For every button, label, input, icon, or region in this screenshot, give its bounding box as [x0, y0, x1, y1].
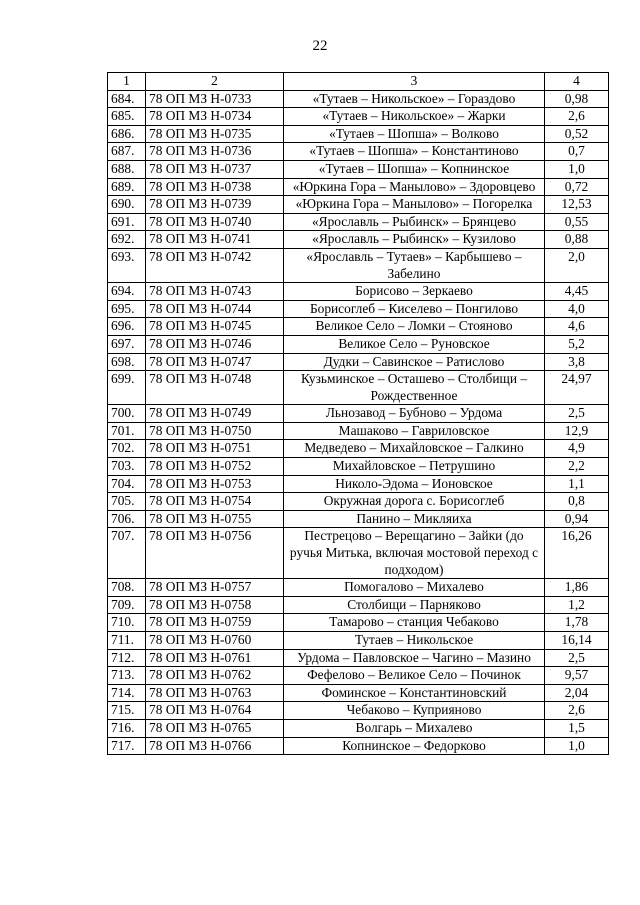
road-code-cell: 78 ОП МЗ Н-0748: [146, 371, 284, 405]
road-length-cell: 24,97: [545, 371, 609, 405]
road-code-cell: 78 ОП МЗ Н-0737: [146, 160, 284, 178]
road-name-cell: Тутаев – Никольское: [284, 632, 545, 650]
road-length-cell: 9,57: [545, 667, 609, 685]
row-number-cell: 700.: [108, 405, 146, 423]
road-code-cell: 78 ОП МЗ Н-0739: [146, 196, 284, 214]
road-length-cell: 2,6: [545, 108, 609, 126]
row-number-cell: 705.: [108, 493, 146, 511]
row-number-cell: 696.: [108, 318, 146, 336]
table-row: [108, 614, 609, 632]
road-name-cell: «Ярославль – Рыбинск» – Кузилово: [284, 231, 545, 249]
road-length-cell: 12,9: [545, 422, 609, 440]
table-row: [108, 283, 609, 301]
road-length-cell: 1,78: [545, 614, 609, 632]
row-number-cell: 707.: [108, 528, 146, 579]
road-name-cell: Тамарово – станция Чебаково: [284, 614, 545, 632]
table-row: [108, 719, 609, 737]
table-row: [108, 178, 609, 196]
row-number-cell: 691.: [108, 213, 146, 231]
road-length-cell: 5,2: [545, 335, 609, 353]
road-name-cell: Урдома – Павловское – Чагино – Мазино: [284, 649, 545, 667]
road-name-cell: Великое Село – Руновское: [284, 335, 545, 353]
roads-table: [107, 72, 609, 755]
road-name-cell: Великое Село – Ломки – Стояново: [284, 318, 545, 336]
road-length-cell: 12,53: [545, 196, 609, 214]
road-code-cell: 78 ОП МЗ Н-0751: [146, 440, 284, 458]
table-row: [108, 300, 609, 318]
table-row: [108, 248, 609, 282]
road-length-cell: 1,1: [545, 475, 609, 493]
road-code-cell: 78 ОП МЗ Н-0757: [146, 579, 284, 597]
road-name-cell: Столбищи – Парняково: [284, 596, 545, 614]
road-code-cell: 78 ОП МЗ Н-0746: [146, 335, 284, 353]
row-number-cell: 702.: [108, 440, 146, 458]
row-number-cell: 709.: [108, 596, 146, 614]
road-code-cell: 78 ОП МЗ Н-0734: [146, 108, 284, 126]
table-row: [108, 632, 609, 650]
road-name-cell: Помогалово – Михалево: [284, 579, 545, 597]
road-code-cell: 78 ОП МЗ Н-0754: [146, 493, 284, 511]
row-number-cell: 697.: [108, 335, 146, 353]
road-code-cell: 78 ОП МЗ Н-0743: [146, 283, 284, 301]
table-row: [108, 353, 609, 371]
road-name-cell: Льнозавод – Бубново – Урдома: [284, 405, 545, 423]
road-length-cell: 2,2: [545, 458, 609, 476]
road-length-cell: 1,86: [545, 579, 609, 597]
row-number-cell: 686.: [108, 125, 146, 143]
row-number-cell: 711.: [108, 632, 146, 650]
road-code-cell: 78 ОП МЗ Н-0763: [146, 684, 284, 702]
road-name-cell: «Тутаев – Шопша» – Копнинское: [284, 160, 545, 178]
road-length-cell: 4,6: [545, 318, 609, 336]
table-row: [108, 475, 609, 493]
road-name-cell: Фоминское – Константиновский: [284, 684, 545, 702]
road-length-cell: 1,0: [545, 737, 609, 755]
row-number-cell: 715.: [108, 702, 146, 720]
table-row: [108, 528, 609, 579]
road-name-cell: Дудки – Савинское – Ратислово: [284, 353, 545, 371]
row-number-cell: 684.: [108, 90, 146, 108]
road-name-cell: Николо-Эдома – Ионовское: [284, 475, 545, 493]
road-code-cell: 78 ОП МЗ Н-0753: [146, 475, 284, 493]
table-row: [108, 213, 609, 231]
road-name-cell: «Ярославль – Тутаев» – Карбышево – Забелино: [284, 248, 545, 282]
table-row: [108, 649, 609, 667]
table-row: [108, 493, 609, 511]
row-number-cell: 714.: [108, 684, 146, 702]
road-length-cell: 4,45: [545, 283, 609, 301]
road-length-cell: 0,52: [545, 125, 609, 143]
road-name-cell: Панино – Микляиха: [284, 510, 545, 528]
table-row: [108, 108, 609, 126]
road-code-cell: 78 ОП МЗ Н-0762: [146, 667, 284, 685]
road-code-cell: 78 ОП МЗ Н-0764: [146, 702, 284, 720]
road-name-cell: «Тутаев – Шопша» – Волково: [284, 125, 545, 143]
road-code-cell: 78 ОП МЗ Н-0761: [146, 649, 284, 667]
road-code-cell: 78 ОП МЗ Н-0733: [146, 90, 284, 108]
table-row: [108, 318, 609, 336]
road-code-cell: 78 ОП МЗ Н-0735: [146, 125, 284, 143]
table-row: [108, 160, 609, 178]
road-length-cell: 16,14: [545, 632, 609, 650]
road-name-cell: Медведево – Михайловское – Галкино: [284, 440, 545, 458]
road-length-cell: 1,2: [545, 596, 609, 614]
row-number-cell: 694.: [108, 283, 146, 301]
row-number-cell: 690.: [108, 196, 146, 214]
table-row: [108, 405, 609, 423]
row-number-cell: 710.: [108, 614, 146, 632]
road-name-cell: Фефелово – Великое Село – Починок: [284, 667, 545, 685]
row-number-cell: 687.: [108, 143, 146, 161]
row-number-cell: 716.: [108, 719, 146, 737]
road-length-cell: 0,72: [545, 178, 609, 196]
road-length-cell: 0,8: [545, 493, 609, 511]
road-code-cell: 78 ОП МЗ Н-0747: [146, 353, 284, 371]
road-length-cell: 2,5: [545, 405, 609, 423]
table-row: [108, 90, 609, 108]
row-number-cell: 699.: [108, 371, 146, 405]
road-length-cell: 2,04: [545, 684, 609, 702]
road-name-cell: «Юркина Гора – Манылово» – Здоровцево: [284, 178, 545, 196]
road-name-cell: Чебаково – Куприяново: [284, 702, 545, 720]
table-row: [108, 579, 609, 597]
road-length-cell: 0,98: [545, 90, 609, 108]
road-length-cell: 2,5: [545, 649, 609, 667]
road-length-cell: 4,0: [545, 300, 609, 318]
road-code-cell: 78 ОП МЗ Н-0741: [146, 231, 284, 249]
header-cell: 1: [108, 73, 146, 91]
page-number: 22: [312, 38, 328, 54]
row-number-cell: 693.: [108, 248, 146, 282]
row-number-cell: 701.: [108, 422, 146, 440]
road-length-cell: 0,7: [545, 143, 609, 161]
road-code-cell: 78 ОП МЗ Н-0765: [146, 719, 284, 737]
road-name-cell: «Тутаев – Никольское» – Жарки: [284, 108, 545, 126]
road-name-cell: Машаково – Гавриловское: [284, 422, 545, 440]
row-number-cell: 704.: [108, 475, 146, 493]
row-number-cell: 713.: [108, 667, 146, 685]
road-name-cell: Окружная дорога с. Борисоглеб: [284, 493, 545, 511]
table-row: [108, 667, 609, 685]
table-row: [108, 596, 609, 614]
row-number-cell: 695.: [108, 300, 146, 318]
road-length-cell: 2,6: [545, 702, 609, 720]
road-length-cell: 0,55: [545, 213, 609, 231]
road-code-cell: 78 ОП МЗ Н-0742: [146, 248, 284, 282]
row-number-cell: 692.: [108, 231, 146, 249]
road-name-cell: Борисоглеб – Киселево – Понгилово: [284, 300, 545, 318]
table-row: [108, 458, 609, 476]
table-row: [108, 510, 609, 528]
road-code-cell: 78 ОП МЗ Н-0756: [146, 528, 284, 579]
road-length-cell: 4,9: [545, 440, 609, 458]
road-code-cell: 78 ОП МЗ Н-0755: [146, 510, 284, 528]
table-row: [108, 737, 609, 755]
road-name-cell: Кузьминское – Осташево – Столбищи – Рождественное: [284, 371, 545, 405]
table-row: [108, 440, 609, 458]
road-name-cell: «Тутаев – Шопша» – Константиново: [284, 143, 545, 161]
road-length-cell: 0,88: [545, 231, 609, 249]
table-row: [108, 422, 609, 440]
table-row: [108, 231, 609, 249]
road-length-cell: 16,26: [545, 528, 609, 579]
table-row: [108, 196, 609, 214]
road-name-cell: Борисово – Зеркаево: [284, 283, 545, 301]
header-cell: 3: [284, 73, 545, 91]
table-body: [108, 90, 609, 755]
road-code-cell: 78 ОП МЗ Н-0749: [146, 405, 284, 423]
road-length-cell: 3,8: [545, 353, 609, 371]
road-name-cell: «Юркина Гора – Манылово» – Погорелка: [284, 196, 545, 214]
row-number-cell: 698.: [108, 353, 146, 371]
road-code-cell: 78 ОП МЗ Н-0745: [146, 318, 284, 336]
road-code-cell: 78 ОП МЗ Н-0752: [146, 458, 284, 476]
road-code-cell: 78 ОП МЗ Н-0744: [146, 300, 284, 318]
road-name-cell: Копнинское – Федорково: [284, 737, 545, 755]
road-name-cell: Михайловское – Петрушино: [284, 458, 545, 476]
road-code-cell: 78 ОП МЗ Н-0759: [146, 614, 284, 632]
road-code-cell: 78 ОП МЗ Н-0760: [146, 632, 284, 650]
road-code-cell: 78 ОП МЗ Н-0750: [146, 422, 284, 440]
header-cell: 4: [545, 73, 609, 91]
row-number-cell: 706.: [108, 510, 146, 528]
table-row: [108, 143, 609, 161]
row-number-cell: 688.: [108, 160, 146, 178]
header-cell: 2: [146, 73, 284, 91]
row-number-cell: 685.: [108, 108, 146, 126]
table-row: [108, 125, 609, 143]
road-name-cell: «Ярославль – Рыбинск» – Брянцево: [284, 213, 545, 231]
road-name-cell: «Тутаев – Никольское» – Гораздово: [284, 90, 545, 108]
road-length-cell: 1,0: [545, 160, 609, 178]
row-number-cell: 689.: [108, 178, 146, 196]
road-length-cell: 0,94: [545, 510, 609, 528]
road-name-cell: Волгарь – Михалево: [284, 719, 545, 737]
road-code-cell: 78 ОП МЗ Н-0766: [146, 737, 284, 755]
table-row: [108, 371, 609, 405]
road-code-cell: 78 ОП МЗ Н-0758: [146, 596, 284, 614]
road-name-cell: Пестрецово – Верещагино – Зайки (до ручья Митька, включая мостовой переход с подходом): [284, 528, 545, 579]
row-number-cell: 717.: [108, 737, 146, 755]
table-header-row: [108, 73, 609, 91]
road-code-cell: 78 ОП МЗ Н-0738: [146, 178, 284, 196]
row-number-cell: 712.: [108, 649, 146, 667]
road-code-cell: 78 ОП МЗ Н-0736: [146, 143, 284, 161]
table-row: [108, 702, 609, 720]
table-row: [108, 335, 609, 353]
road-length-cell: 2,0: [545, 248, 609, 282]
road-length-cell: 1,5: [545, 719, 609, 737]
row-number-cell: 703.: [108, 458, 146, 476]
table-row: [108, 684, 609, 702]
row-number-cell: 708.: [108, 579, 146, 597]
road-code-cell: 78 ОП МЗ Н-0740: [146, 213, 284, 231]
